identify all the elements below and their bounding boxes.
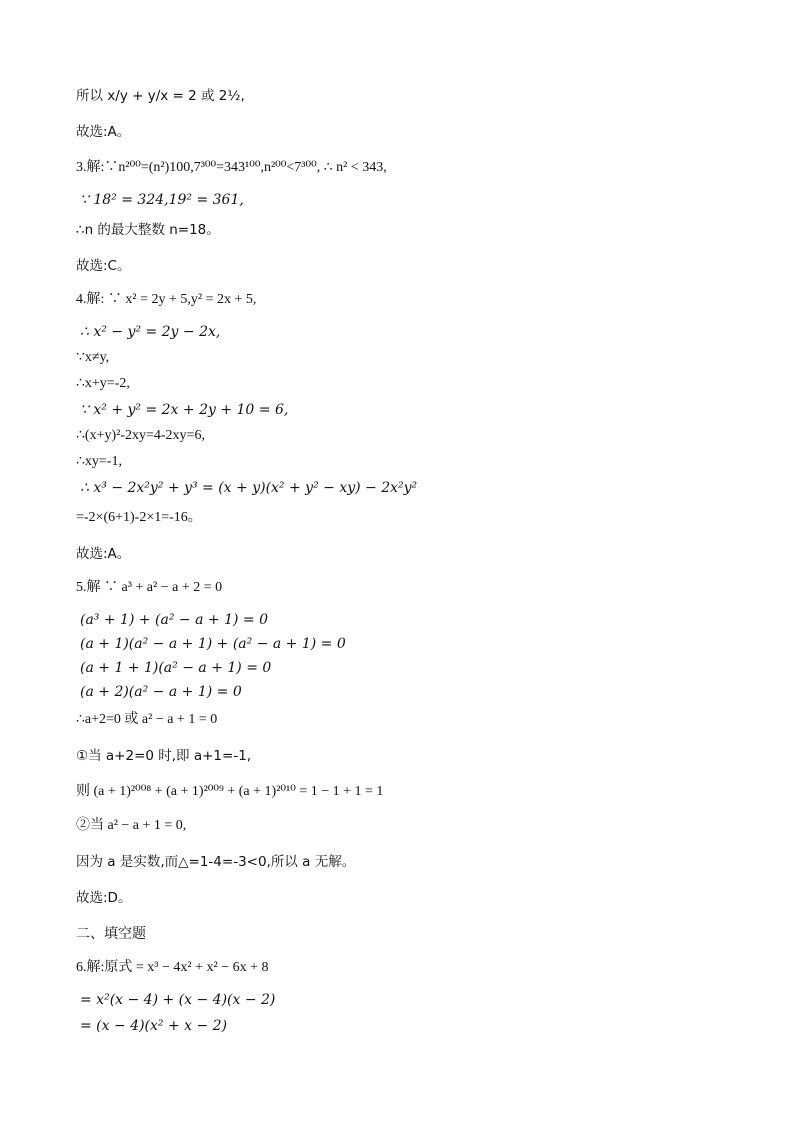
text-line: 4.解: ∵ x² = 2y + 5,y² = 2x + 5, xyxy=(76,292,257,307)
text-line: 则 (a + 1)²⁰⁰⁸ + (a + 1)²⁰⁰⁹ + (a + 1)²⁰¹⁰ = 1 − 1 + 1 = 1 xyxy=(76,784,384,799)
math-line: ∴ x³ − 2x²y² + y³ = (x + y)(x² + y² − xy) − 2x²y² xyxy=(80,480,418,496)
text-line: 因为 a 是实数,而△=1-4=-3<0,所以 a 无解。 xyxy=(76,854,356,870)
text-line: =-2×(6+1)-2×1=-16。 xyxy=(76,510,202,525)
text-line: 所以 x/y + y/x = 2 或 2½, xyxy=(76,88,245,104)
text-line: ∴a+2=0 或 a² − a + 1 = 0 xyxy=(76,712,218,727)
text-line: ∴x+y=-2, xyxy=(76,376,130,391)
math-line: ∵ 18² = 324,19² = 361, xyxy=(80,192,244,208)
math-line: (a + 1 + 1)(a² − a + 1) = 0 xyxy=(80,660,272,676)
text-line: ∵x≠y, xyxy=(76,350,110,365)
math-line: = (x − 4)(x² + x − 2) xyxy=(80,1018,228,1034)
math-line: (a + 2)(a² − a + 1) = 0 xyxy=(80,684,242,700)
section-heading: 二、填空题 xyxy=(76,926,146,942)
math-line: (a³ + 1) + (a² − a + 1) = 0 xyxy=(80,612,268,628)
text-line: 3.解:∵n²⁰⁰=(n²)100,7³⁰⁰=343¹⁰⁰,n²⁰⁰<7³⁰⁰, ∴ n² < 343, xyxy=(76,160,387,175)
math-line: (a + 1)(a² − a + 1) + (a² − a + 1) = 0 xyxy=(80,636,346,652)
math-line: ∴ x² − y² = 2y − 2x, xyxy=(80,324,221,340)
text-line: ②当 a² − a + 1 = 0, xyxy=(76,818,187,833)
text-line: 6.解:原式 = x³ − 4x² + x² − 6x + 8 xyxy=(76,960,269,975)
text-line: ∴xy=-1, xyxy=(76,454,122,469)
text-line: 故选:A。 xyxy=(76,546,131,562)
math-line: ∵ x² + y² = 2x + 2y + 10 = 6, xyxy=(80,402,289,418)
math-line: = x²(x − 4) + (x − 4)(x − 2) xyxy=(80,992,276,1008)
text-line: 故选:D。 xyxy=(76,890,132,906)
text-line: 故选:C。 xyxy=(76,258,131,274)
text-line: ∴(x+y)²-2xy=4-2xy=6, xyxy=(76,428,205,443)
text-line: 故选:A。 xyxy=(76,124,131,140)
text-line: ①当 a+2=0 时,即 a+1=-1, xyxy=(76,748,252,764)
text-line: 5.解 ∵ a³ + a² − a + 2 = 0 xyxy=(76,580,223,595)
text-line: ∴n 的最大整数 n=18。 xyxy=(76,222,220,238)
